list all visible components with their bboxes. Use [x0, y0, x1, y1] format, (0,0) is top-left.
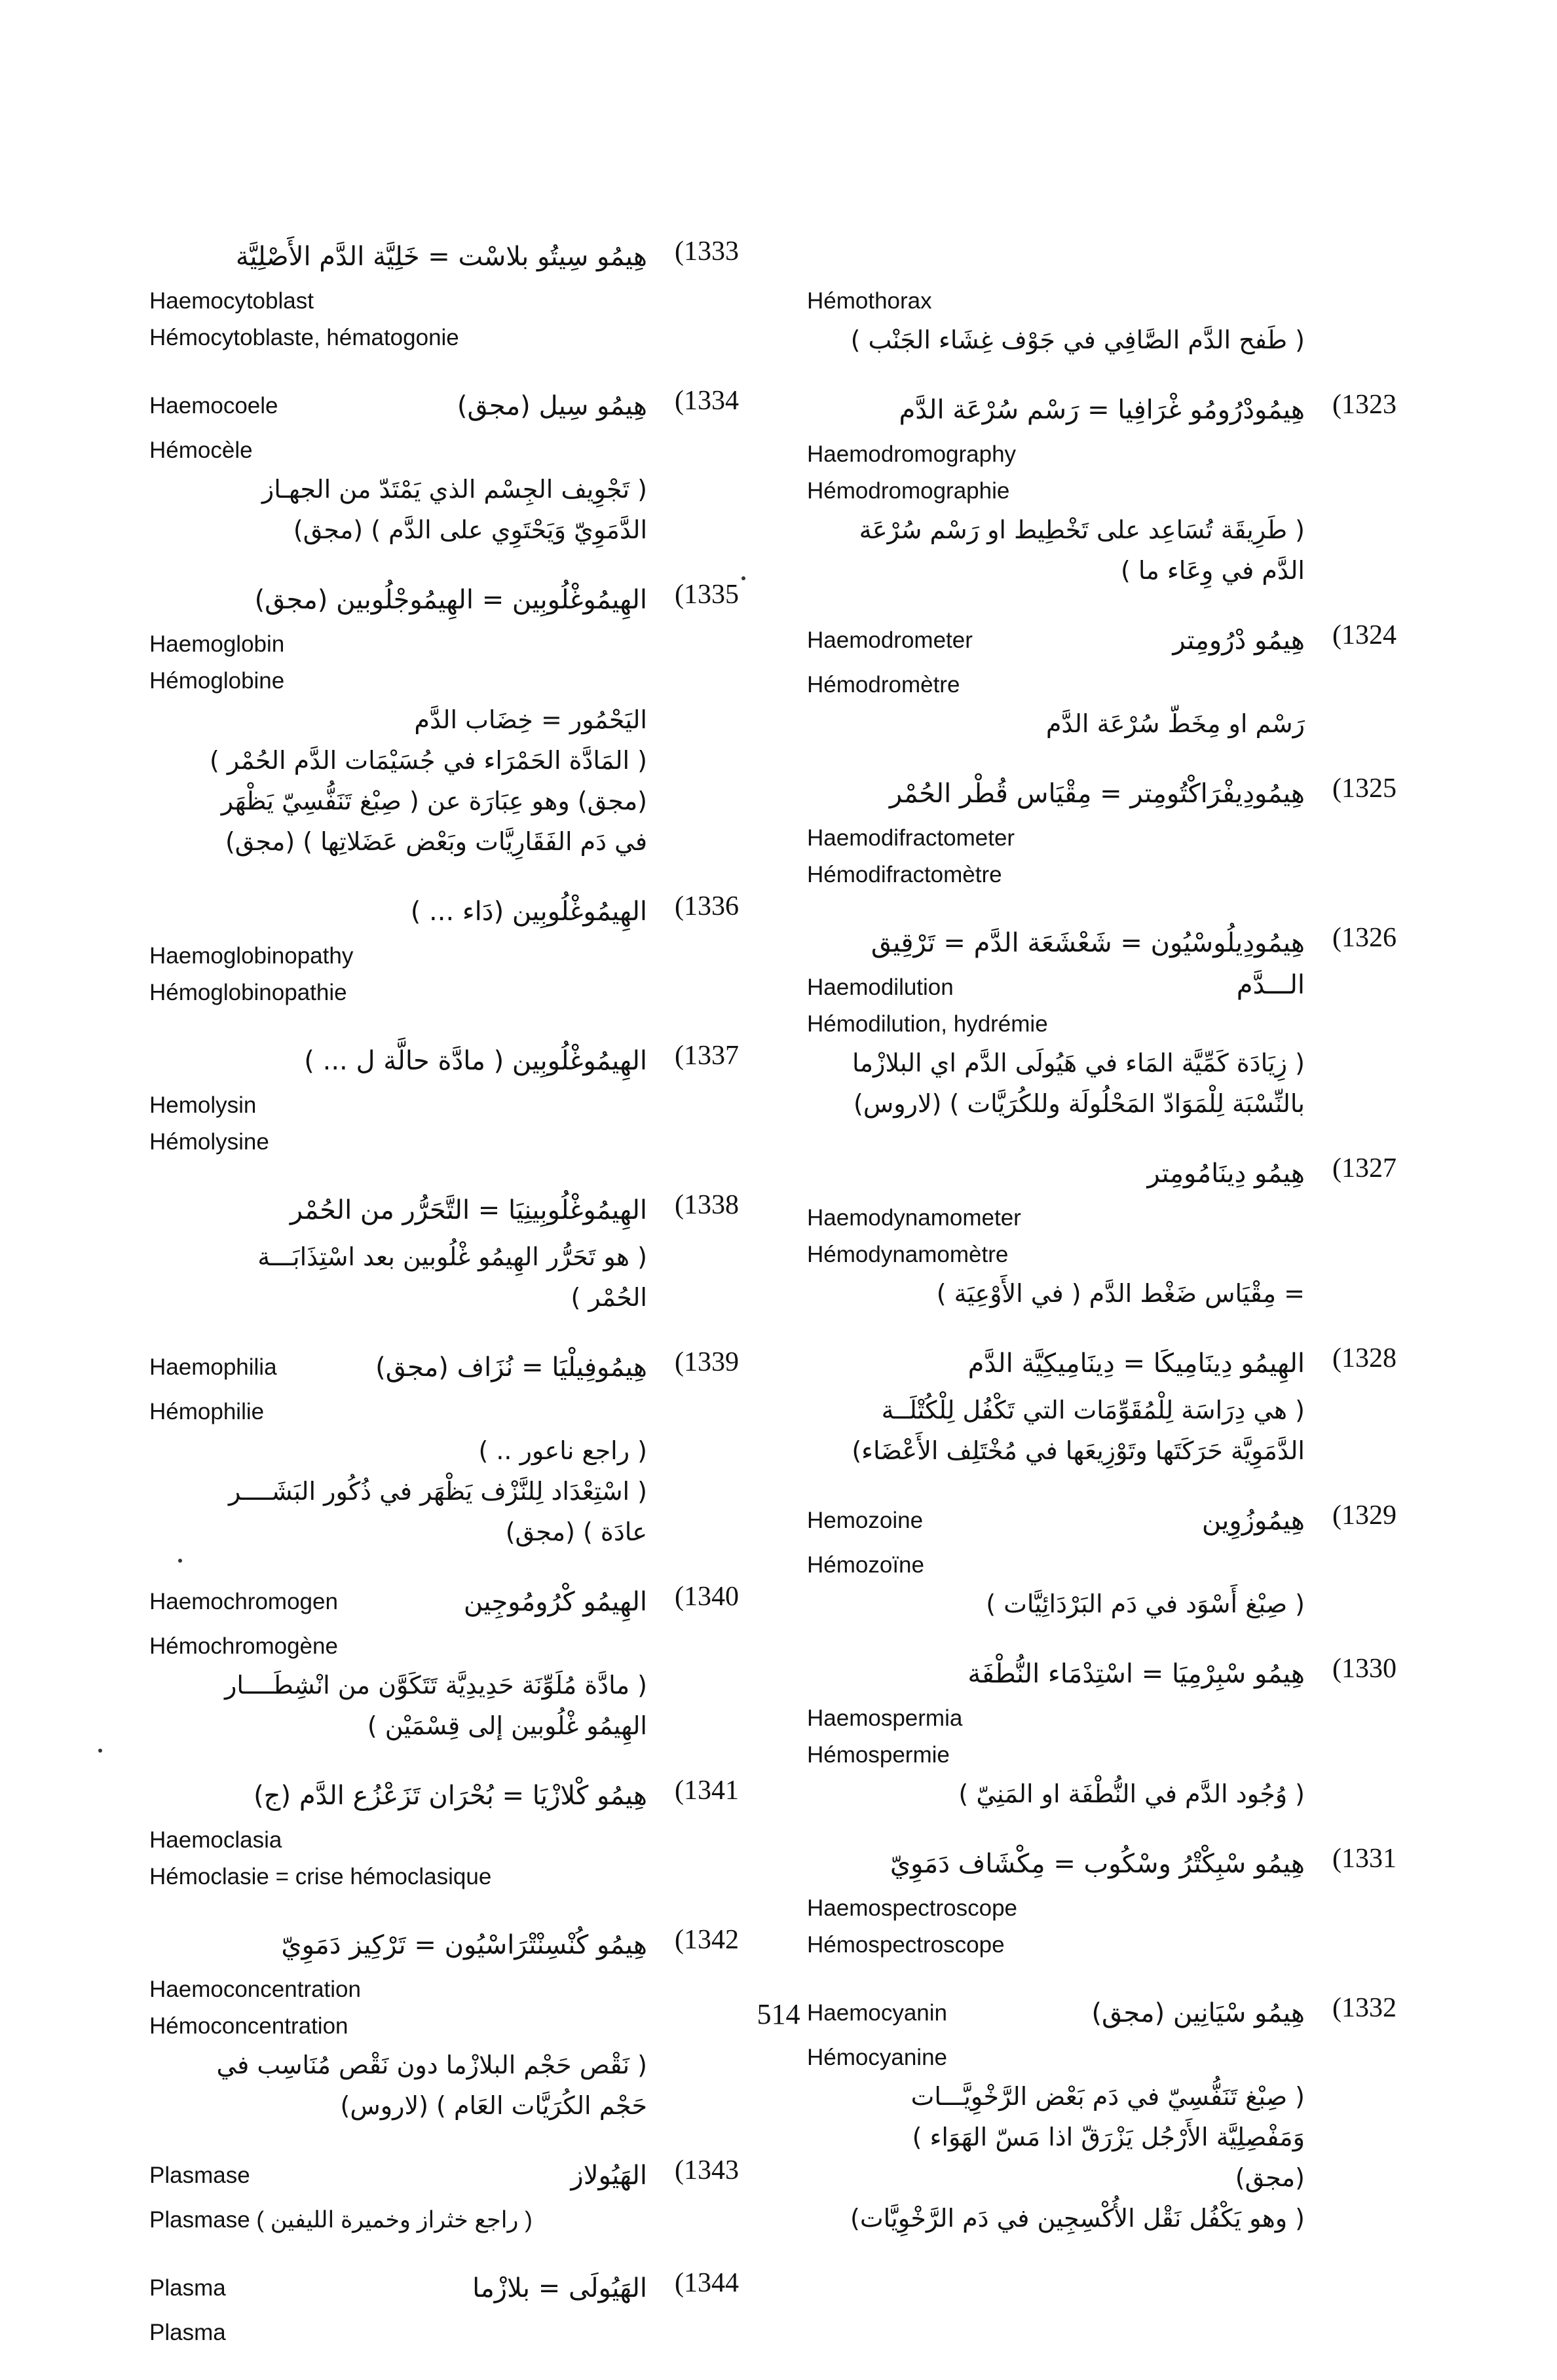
dictionary-entry: [807, 1500, 1397, 1624]
definition: [149, 699, 739, 862]
entry-head: [149, 1347, 739, 1394]
foreign-term: Hémoglobinopathie: [149, 980, 347, 1005]
dictionary-entry: [807, 1343, 1397, 1471]
definition: [807, 1774, 1397, 1814]
definition: [149, 1665, 739, 1746]
dictionary-entry: [149, 1347, 739, 1552]
entry-head: [149, 385, 739, 432]
english-term: Haemocyanin: [807, 2000, 947, 2026]
definition-line: ( وهو يَكْفُل نَقْل الأُكْسِجِين في دَم الرَّخْوِيَّات): [850, 2204, 1305, 2233]
arabic-term: هِيمُوزُوِين: [1201, 1506, 1305, 1536]
foreign-term: Hémospermie: [807, 1742, 950, 1768]
arabic-term: هِيمُودِيفْرَاكْتُومِتر = مِقْيَاس قُطْر الحُمْر: [889, 779, 1305, 809]
foreign-term: Hémospectroscope: [807, 1932, 1005, 1958]
foreign-term: Hémochromogène: [149, 1633, 338, 1659]
dictionary-entry: [149, 236, 739, 356]
entry-number: (1335: [675, 580, 739, 610]
dictionary-entry: [807, 236, 1397, 360]
foreign-term: Hémoglobine: [149, 668, 285, 694]
foreign-term: Haemospermia: [807, 1705, 963, 1731]
foreign-term: Hémoconcentration: [149, 2013, 348, 2039]
definition-line: رَسْم او مِخَطّ سُرْعَة الدَّم: [1045, 709, 1305, 738]
entry-number: (1338: [675, 1190, 739, 1220]
foreign-term: Hemolysin: [149, 1092, 257, 1118]
dictionary-entry: [149, 385, 739, 550]
english-term: Haemodrometer: [807, 627, 973, 653]
arabic-term: الهِيمُو كْرُومُوجِين: [463, 1587, 647, 1617]
scan-speck: [98, 1749, 102, 1753]
dictionary-entry: [149, 1040, 739, 1161]
foreign-term: Hémodynamomètre: [807, 1242, 1009, 1267]
foreign-term: Haemospectroscope: [807, 1895, 1017, 1921]
foreign-term: Haemodifractometer: [807, 825, 1015, 851]
foreign-term: Hémodilution, hydrémie: [807, 1011, 1048, 1037]
definition-line: ( المَادَّة الحَمْرَاء في جُسَيْمَات الدَّم الحُمْر ): [210, 746, 647, 775]
entry-head: [149, 1040, 739, 1087]
entry-number: (1341: [675, 1776, 739, 1806]
foreign-term: Hémozoïne: [807, 1552, 924, 1578]
scan-speck: [178, 1559, 182, 1563]
entry-head: [807, 620, 1397, 667]
foreign-term: Haemodromography: [807, 441, 1017, 467]
definition-line: ( اسْتِعْدَاد لِلنَّزْف يَظْهَر في ذُكُور البَشَــــر: [229, 1477, 647, 1506]
entry-number: (1333: [675, 236, 739, 267]
definition-line: ( وُجُود الدَّم في النُّطْفَة او المَنِيّ ): [958, 1779, 1305, 1808]
foreign-term: Haemodilution: [807, 975, 954, 1000]
entry-number: (1329: [1332, 1500, 1397, 1531]
entry-number: (1332: [1332, 1993, 1397, 2023]
foreign-term: Hémodifractomètre: [807, 862, 1002, 887]
dictionary-entry: [807, 389, 1397, 591]
definition-line: عادَة ) (مجق): [505, 1517, 647, 1546]
definition: [807, 320, 1397, 360]
left-column: [149, 236, 739, 2380]
dictionary-entry: [807, 1653, 1397, 1814]
english-term: Haemochromogen: [149, 1589, 338, 1614]
foreign-term: Hémodromètre: [807, 672, 960, 697]
dictionary-entry: [807, 1153, 1397, 1314]
definition: [149, 2045, 739, 2126]
definition-line: ( راجع ناعور .. ): [478, 1436, 647, 1465]
entry-head: [807, 1653, 1397, 1700]
foreign-term: Hémoclasie = crise hémoclasique: [149, 1864, 492, 1889]
entry-number: (1344: [675, 2268, 739, 2298]
arabic-term: هِيمُودْرُومُو غْرَافِيا = رَسْم سُرْعَة الدَّم: [899, 395, 1305, 425]
arabic-term: هِيمُو سْيَانِين (مجق): [1091, 1998, 1305, 2028]
dictionary-entry: [807, 922, 1397, 1124]
foreign-term: Hémolysine: [149, 1129, 269, 1155]
arabic-term: الهِيمُوغْلُوبِين = الهِيمُوجْلُوبين (مجق): [254, 585, 647, 615]
right-column: [807, 236, 1397, 2267]
english-term: Plasma: [149, 2275, 226, 2301]
entry-number: (1334: [675, 386, 739, 416]
dictionary-entry: [149, 2267, 739, 2351]
entry-number: (1324: [1332, 620, 1397, 650]
foreign-term: Plasma: [149, 2320, 226, 2345]
entry-number: (1336: [675, 891, 739, 921]
arabic-term: هِيمُو سْبِرْمِيَا = اسْتِدْمَاء النُّطْفَة: [967, 1659, 1305, 1689]
definition-line: الدَّمَوِيّ وَيَحْتَوِي على الدَّم ) (مجق): [293, 515, 647, 544]
foreign-term: Hémocyanine: [807, 2045, 947, 2070]
definition-line: ( طَفح الدَّم الصَّافِي في جَوْف غِشَاء الجَنْب ): [850, 325, 1305, 354]
arabic-term: الهِيمُوغْلُوبِين (دَاء ... ): [410, 897, 647, 927]
entry-number: (1339: [675, 1347, 739, 1377]
definition: [807, 1390, 1397, 1471]
dictionary-entry: [149, 1775, 739, 1895]
definition-line: ( زِيَادَة كَمِّيَّة المَاء في هَيُولَى الدَّم اي البلازْما: [852, 1049, 1305, 1077]
entry-number: (1343: [675, 2155, 739, 2185]
definition-line: بالنِّسْبَة لِلْمَوَادّ المَحْلُولَة وللكُرَيَّات ) (لاروس): [854, 1089, 1305, 1118]
definition-line: الدَّمَوِيَّة حَرَكَتَها وتَوْزِيعَها في مُخْتَلِف الأَعْضَاء): [852, 1436, 1305, 1465]
english-term: Plasmase: [149, 2163, 250, 2188]
definition-line: وَمَفْصِلِيَّة الأَرْجُل يَزْرَقّ اذا مَسّ الهَوَاء ): [912, 2123, 1305, 2151]
entry-head: [807, 1153, 1397, 1200]
foreign-term: Hémothorax: [807, 288, 932, 314]
arabic-term: هِيمُو دِينَامُومِتر: [1147, 1159, 1305, 1189]
entry-head: [149, 1924, 739, 1971]
entry-number: (1326: [1332, 923, 1397, 953]
entry-head: [149, 1775, 739, 1822]
foreign-term: Haemocytoblast: [149, 288, 314, 314]
dictionary-entry: [149, 579, 739, 862]
foreign-term: Haemoclasia: [149, 1827, 282, 1853]
foreign-term: Haemoglobin: [149, 631, 285, 657]
definition-line: (مجق): [1235, 2163, 1305, 2192]
dictionary-entry: [149, 2155, 739, 2239]
foreign-term: Plasmase ( راجع خثراز وخميرة الليفين ): [149, 2207, 533, 2233]
definition-line: = مِقْيَاس ضَغْط الدَّم ( في الأَوْعِيَة ): [936, 1279, 1305, 1308]
foreign-term: Hémophilie: [149, 1399, 265, 1424]
definition: [149, 1236, 739, 1318]
definition: [807, 1043, 1397, 1124]
definition-line: ( صِبْغ تَنَفُّسِيّ في دَم بَعْض الرَّخْوِيَّـــات: [910, 2082, 1305, 2111]
entry-number: (1327: [1332, 1153, 1397, 1183]
dictionary-entry: [149, 891, 739, 1011]
foreign-term: Haemoglobinopathy: [149, 943, 354, 969]
definition-line: الحُمْر ): [571, 1283, 647, 1312]
definition-line: (مجق) وهو عِبَارَة عن ( صِبْغ تَنَفُّسِيّ يَظْهَر: [221, 787, 647, 815]
entry-head: [807, 1343, 1397, 1390]
foreign-term: Hémodromographie: [807, 478, 1010, 504]
arabic-term: الهَيُولاز: [571, 2161, 647, 2191]
foreign-term: Hémocèle: [149, 437, 253, 463]
definition: [807, 703, 1397, 744]
entry-number: (1340: [675, 1582, 739, 1612]
entry-head: [149, 1581, 739, 1628]
arabic-term: الهِيمُوغْلُوبِينِيَا = التَّحَرُّر من الحُمْر: [290, 1195, 647, 1225]
definition: [807, 2076, 1397, 2239]
entry-number: (1323: [1332, 390, 1397, 420]
definition: [807, 510, 1397, 591]
definition-line: ( صِبْغ أَسْوَد في دَم البَرْدَائِيَّات ): [986, 1590, 1305, 1618]
english-term: Haemophilia: [149, 1354, 277, 1380]
dictionary-entry: [807, 773, 1397, 893]
arabic-term: هِيمُو كْلازْيَا = بُحْرَان تَزَعْزُع الدَّم (ج): [253, 1781, 647, 1811]
arabic-term: الهِيمُوغْلُوبِين ( مادَّة حالَّة ل ... ): [304, 1046, 647, 1076]
definition-line: في دَم الفَقَارِيَّات وبَعْض عَضَلاتِها ) (مجق): [225, 827, 647, 856]
dictionary-entry: [149, 1581, 739, 1746]
foreign-term: Haemoconcentration: [149, 1977, 361, 2002]
entry-head: [807, 389, 1397, 436]
arabic-term: هِيمُو سْبِكْتْرُ وسْكُوب = مِكْشَاف دَمَوِيّ: [890, 1849, 1305, 1879]
entry-head: [149, 1189, 739, 1236]
definition-line: ( مادَّة مُلَوِّنَة حَدِيدِيَّة تَتَكَوَّن من انْشِطَــــار: [225, 1671, 647, 1700]
definition-line: اليَحْمُور = خِضَاب الدَّم: [414, 705, 647, 734]
definition-line: ( طَرِيقَة تُسَاعِد على تَخْطِيط او رَسْم سُرْعَة: [859, 515, 1305, 544]
dictionary-entry: [807, 1843, 1397, 1963]
definition: [807, 1584, 1397, 1624]
arabic-term: هِيمُو دْرُومِتر: [1172, 625, 1305, 656]
entry-head: [807, 1500, 1397, 1547]
page-number: 514: [757, 1998, 800, 2030]
dictionary-entry: [149, 1189, 739, 1318]
definition-line: ( هي دِرَاسَة لِلْمُقَوِّمَات التي تَكْفُل لِلْكُتْلَــة: [881, 1396, 1305, 1424]
entry-head: [149, 891, 739, 938]
definition-line: حَجْم الكُرَيَّات العَام ) (لاروس): [340, 2091, 647, 2120]
entry-head: [807, 773, 1397, 820]
entry-number: (1328: [1332, 1343, 1397, 1373]
entry-number: (1325: [1332, 773, 1397, 804]
entry-head: [149, 579, 739, 626]
arabic-term: هِيمُوفِيلْيَا = نُزَاف (مجق): [375, 1352, 647, 1383]
entry-number: (1331: [1332, 1844, 1397, 1874]
arabic-term: هِيمُو سِيتُو بلاسْت = خَلِيَّة الدَّم الأَصْلِيَّة: [235, 242, 647, 272]
entry-head: [149, 236, 739, 283]
definition-line: الدَّم في وِعَاء ما ): [1121, 556, 1305, 585]
entry-head: [149, 2155, 739, 2202]
english-term: Haemocoele: [149, 393, 278, 418]
dictionary-entry: [807, 620, 1397, 744]
definition-line: ( هو تَحَرُّر الهِيمُو غْلُوبين بعد اسْتِذَابَـــة: [257, 1242, 647, 1271]
definition-line: ( نَقْص حَجْم البلازْما دون نَقْص مُنَاسِب في: [216, 2051, 647, 2079]
arabic-term: هِيمُودِيلُوسْيُون = شَعْشَعَة الدَّم = تَرْقِيق الـــدَّم: [871, 928, 1305, 1000]
entry-number: (1337: [675, 1041, 739, 1071]
arabic-term: هِيمُو سِيل (مجق): [457, 391, 647, 421]
entry-head: [807, 236, 1397, 283]
entry-head: [149, 2267, 739, 2315]
arabic-term: هِيمُو كُنْسِنْتْرَاسْيُون = تَرْكِيز دَمَوِيّ: [281, 1930, 647, 1960]
definition: [149, 1430, 739, 1552]
entry-number: (1342: [675, 1925, 739, 1955]
definition: [807, 1273, 1397, 1314]
definition-line: ( تَجْوِيف الجِسْم الذي يَمْتَدّ من الجهـاز: [261, 475, 647, 504]
definition-line: الهِيمُو غْلُوبين إلى قِسْمَيْن ): [367, 1711, 647, 1740]
english-term: Hemozoine: [807, 1508, 924, 1533]
definition: [149, 469, 739, 550]
arabic-term: الهِيمُو دِينَامِيكَا = دِينَامِيكِيَّة الدَّم: [967, 1348, 1305, 1379]
entry-head: [807, 1843, 1397, 1890]
foreign-term: Haemodynamometer: [807, 1205, 1021, 1231]
foreign-term: Hémocytoblaste, hématogonie: [149, 325, 459, 350]
arabic-term: الهَيُولَى = بلازْما: [472, 2273, 647, 2303]
scan-speck: [741, 576, 745, 580]
entry-number: (1330: [1332, 1654, 1397, 1684]
